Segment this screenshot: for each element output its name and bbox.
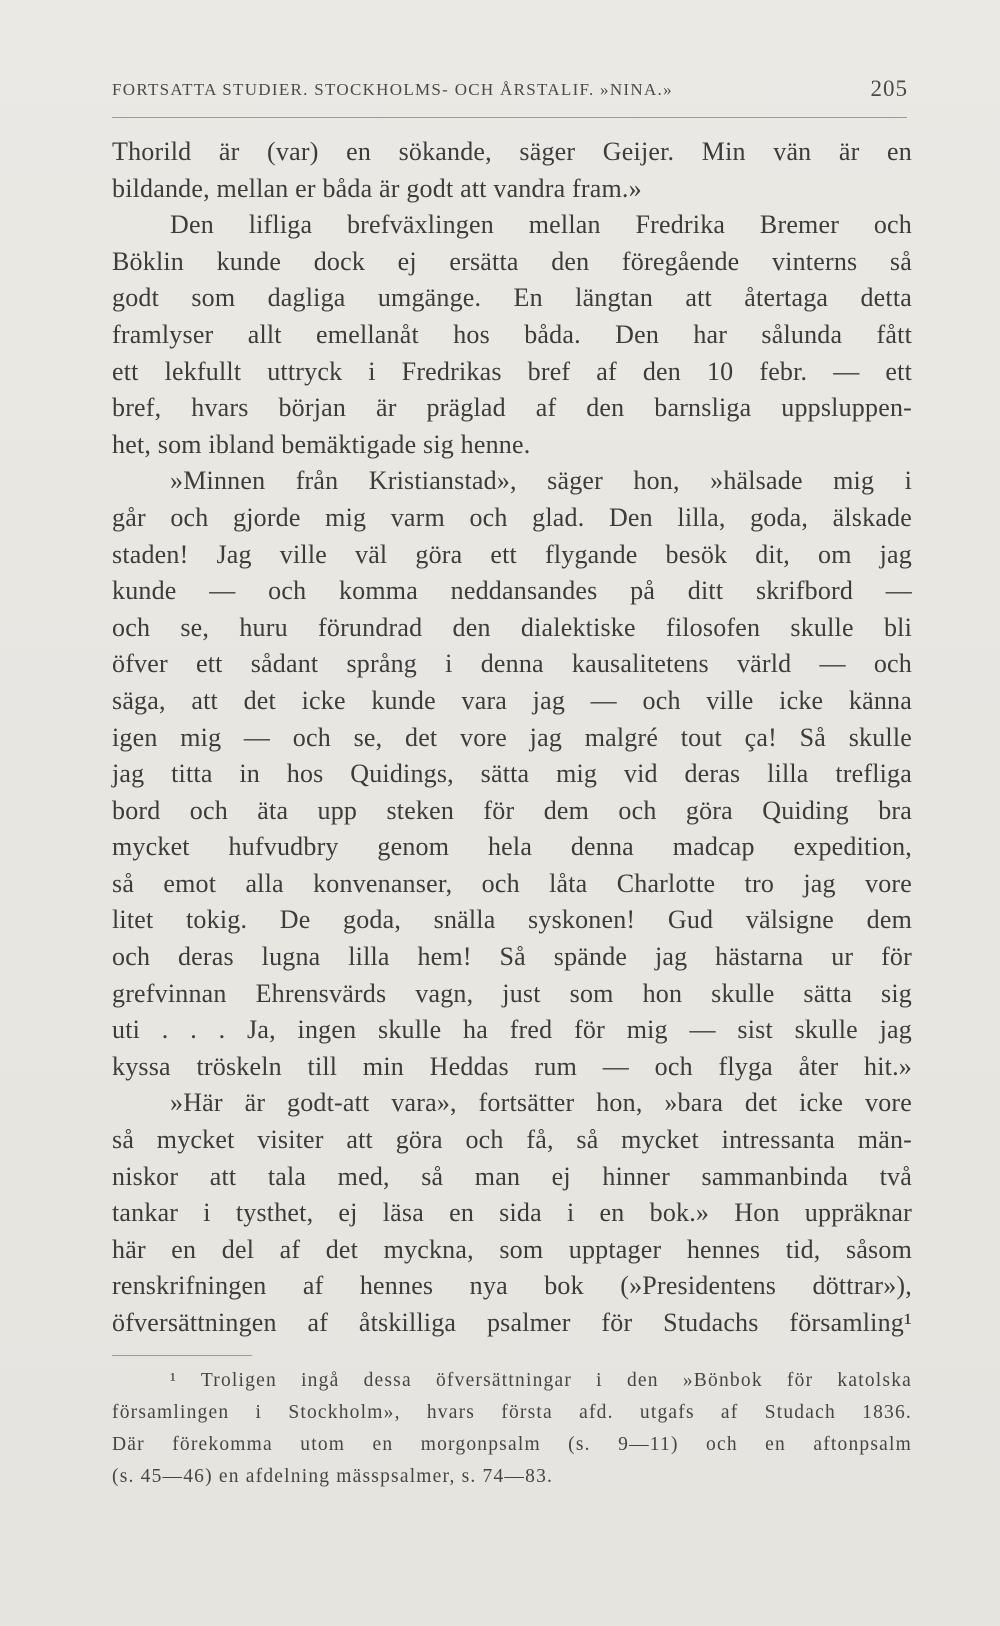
text-line: öfver ett sådant språng i denna kausalitetens värld — och xyxy=(112,649,912,679)
footnote-line: Där förekomma utom en morgonpsalm (s. 9—11) och en aftonpsalm xyxy=(112,1434,912,1455)
footnote xyxy=(112,1365,912,1493)
text-line: så emot alla konvenanser, och låta Charlotte tro jag vore xyxy=(112,868,912,898)
footnote-line: (s. 45—46) en afdelning mässpsalmer, s. 74—83. xyxy=(112,1466,554,1487)
footnote-line: ¹ Troligen ingå dessa öfversättningar i den »Bönbok för katolska xyxy=(170,1370,912,1391)
text-line: så mycket visiter att göra och få, så mycket intressanta män- xyxy=(112,1125,912,1155)
text-line: bref, hvars början är präglad af den barnsliga uppsluppen- xyxy=(112,393,912,423)
text-line: bildande, mellan er båda är godt att vandra fram.» xyxy=(112,173,642,203)
text-line: här en del af det myckna, som upptager hennes tid, såsom xyxy=(112,1234,912,1264)
paragraph-start-line: »Här är godt-att vara», fortsätter hon, »bara det icke vore xyxy=(170,1088,912,1118)
page-number: 205 xyxy=(870,76,908,101)
text-line: niskor att tala med, så man ej hinner sammanbinda två xyxy=(112,1161,912,1191)
text-line: litet tokig. De goda, snälla syskonen! Gud välsigne dem xyxy=(112,905,912,935)
paragraph-start-line: Den lifliga brefväxlingen mellan Fredrika Bremer och xyxy=(170,210,912,240)
text-line: Thorild är (var) en sökande, säger Geijer. Min vän är en xyxy=(112,137,912,166)
text-line: igen mig — och se, det vore jag malgré tout ça! Så skulle xyxy=(112,722,912,752)
text-line: grefvinnan Ehrensvärds vagn, just som hon skulle sätta sig xyxy=(112,978,912,1008)
text-line: staden! Jag ville väl göra ett flygande besök dit, om jag xyxy=(112,539,912,569)
footnote-line: församlingen i Stockholm», hvars första afd. utgafs af Studach 1836. xyxy=(112,1402,912,1423)
text-line: säga, att det icke kunde vara jag — och ville icke känna xyxy=(112,685,912,715)
text-line: kunde — och komma neddansandes på ditt skrifbord — xyxy=(112,576,912,606)
body-text xyxy=(112,134,912,1342)
text-line: het, som ibland bemäktigade sig henne. xyxy=(112,429,531,459)
text-line: öfversättningen af åtskilliga psalmer för Studachs församling¹ xyxy=(112,1308,912,1337)
text-line: godt som dagliga umgänge. En längtan att återtaga detta xyxy=(112,283,912,313)
text-line: går och gjorde mig varm och glad. Den lilla, goda, älskade xyxy=(112,502,912,532)
text-line: bord och äta upp steken för dem och göra Quiding bra xyxy=(112,795,912,825)
text-line: uti . . . Ja, ingen skulle ha fred för mig — sist skulle jag xyxy=(112,1015,912,1045)
text-line: mycket hufvudbry genom hela denna madcap expedition, xyxy=(112,832,912,862)
text-line: och se, huru förundrad den dialektiske filosofen skulle bli xyxy=(112,612,912,642)
paragraph-start-line: »Minnen från Kristianstad», säger hon, »hälsade mig i xyxy=(170,466,912,496)
footnote-rule xyxy=(112,1355,252,1356)
header-rule xyxy=(112,117,907,118)
text-line: ett lekfullt uttryck i Fredrikas bref af den 10 febr. — ett xyxy=(112,356,912,386)
text-line: kyssa tröskeln till min Heddas rum — och flyga åter hit.» xyxy=(112,1051,912,1081)
text-line: Böklin kunde dock ej ersätta den föregående vinterns så xyxy=(112,246,912,276)
text-line: tankar i tysthet, ej läsa en sida i en bok.» Hon uppräknar xyxy=(112,1198,912,1228)
running-head xyxy=(112,76,912,106)
text-line: renskrifningen af hennes nya bok (»Presidentens döttrar»), xyxy=(112,1271,912,1301)
text-line: framlyser allt emellanåt hos båda. Den har sålunda fått xyxy=(112,319,912,349)
text-line: och deras lugna lilla hem! Så spände jag hästarna ur för xyxy=(112,942,912,972)
running-head-title: FORTSATTA STUDIER. STOCKHOLMS- OCH ÅRSTALIF. »NINA.» xyxy=(112,80,673,99)
text-line: jag titta in hos Quidings, sätta mig vid deras lilla trefliga xyxy=(112,759,912,789)
